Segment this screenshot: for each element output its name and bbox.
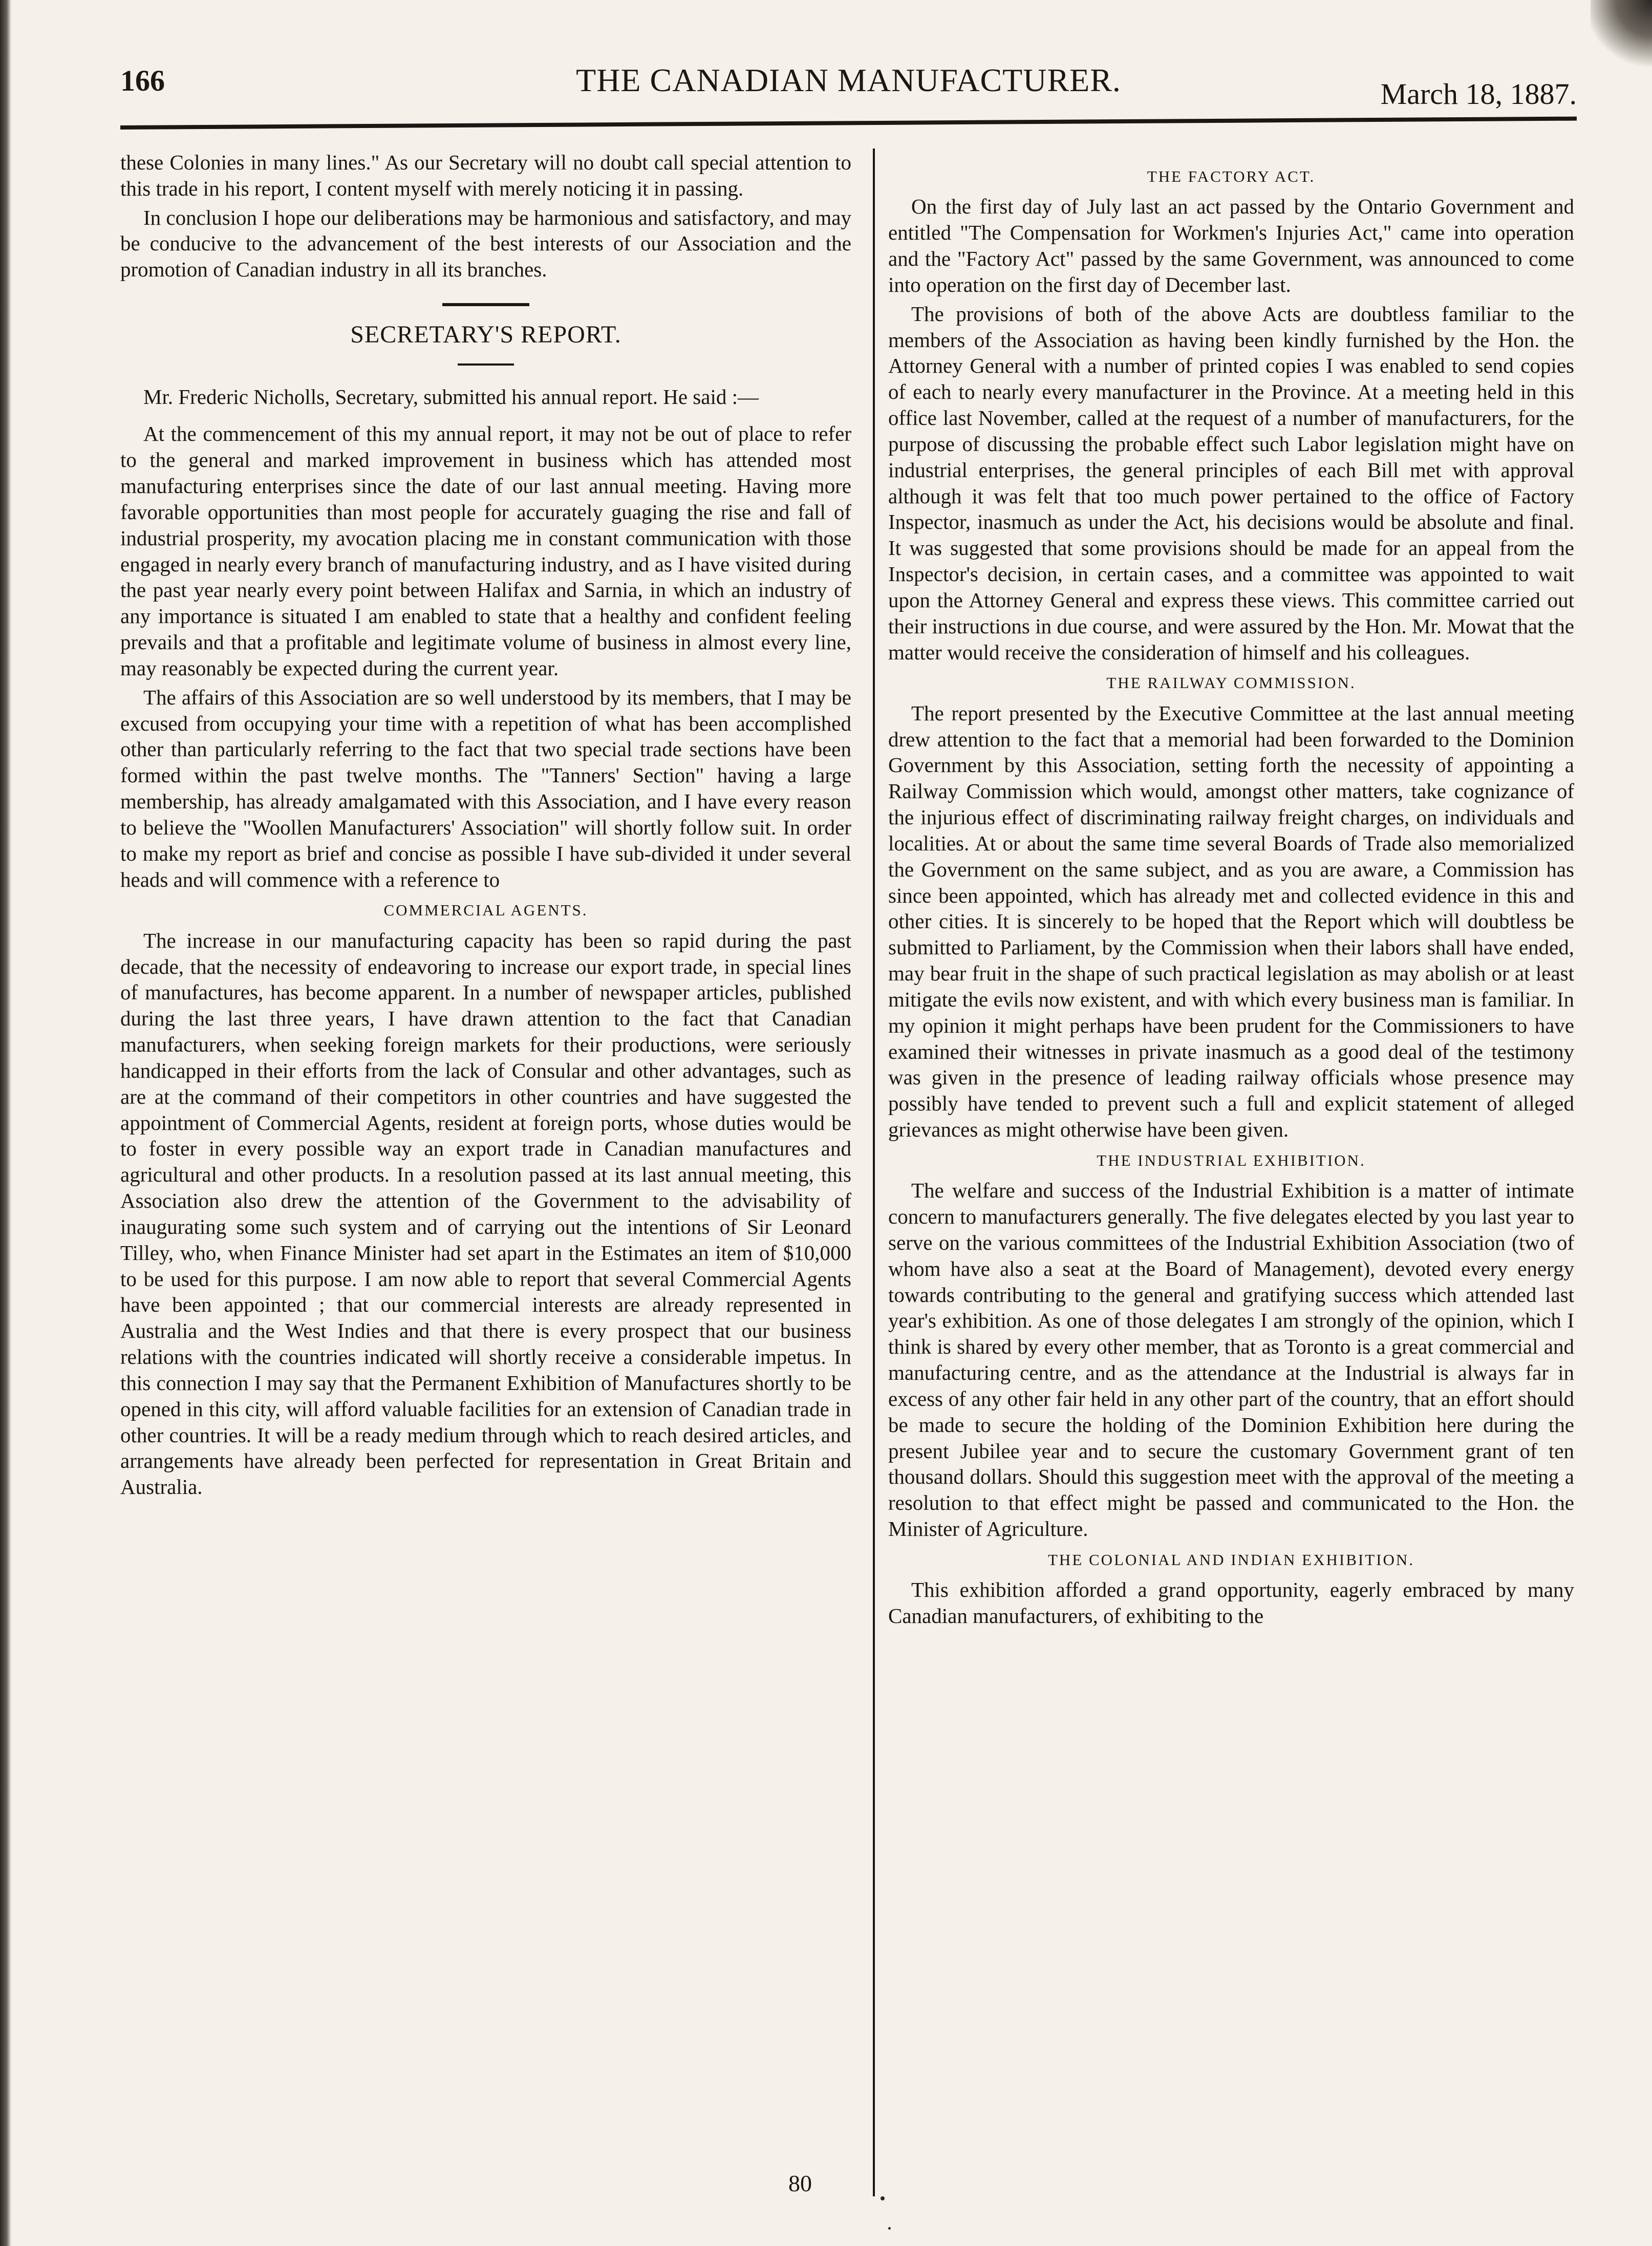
- journal-title: THE CANADIAN MANUFACTURER.: [576, 62, 1121, 98]
- industrial-exhibition-heading: THE INDUSTRIAL EXHIBITION.: [1097, 1151, 1366, 1169]
- section-rule: [442, 303, 529, 306]
- paragraph: The increase in our manufacturing capacity has been so rapid during the past decade, that the necessity of endeavoring to increase our export trade, in special lines of manufactures, has become apparent. In a number of newspaper articles, published during the last three years, I have drawn attention to the fact that Canadian manufacturers, when seeking foreign markets for their productions, were seriously handicapped in their efforts from the lack of Consular and other advantages, such as are at the command of their competitors in other countries and have suggested the appointment of Commercial Agents, resident at foreign ports, whose duties would be to foster in every possible way an export trade in Canadian manufactures and agricultural and other products. In a resolution passed at its last annual meeting, this Association also drew the attention of the Government to the advisability of inaugurating some such system and of carrying out the intentions of Sir Leonard Tilley, who, when Finance Minister had set apart in the Estimates an item of $10,000 to be used for this purpose. I am now able to report that several Commercial Agents have been appointed ; that our commercial interests are already represented in Australia and the West Indies and that there is every prospect that our business relations with the countries indicated will shortly receive a considerable impetus. In this connection I may say that the Permanent Exhibition of Manufactures shortly to be opened in this city, will afford valuable facilities for an extension of Canadian trade in other countries. It will be a ready medium through which to reach desired articles, and arrangements have already been perfected for representation in Great Britain and Australia.: [120, 928, 851, 1499]
- page-corner-shadow: [1591, 0, 1652, 67]
- paragraph: The report presented by the Executive Committee at the last annual meeting drew attention to the fact that a memorial had been forwarded to the Dominion Government by this Association, setting forth the necessity of appointing a Railway Commission which would, amongst other matters, take cognizance of the injurious effect of discriminating railway freight charges, on individuals and localities. At or about the same time several Boards of Trade also memorialized the Government on the same subject, and as you are aware, a Commission has since been appointed, which has already met and collected evidence in this and other cities. It is sincerely to be hoped that the Report which will doubtless be submitted to Parliament, by the Commission when their labors shall have ended, may bear fruit in the shape of such practical legislation as may abolish or at least mitigate the evils now existent, and with which every business man is familiar. In my opinion it might perhaps have been prudent for the Commissioners to have examined their witnesses in private inasmuch as a good deal of the testimony was given in the presence of leading railway officials whose presence may possibly have tended to prevent such a full and explicit statement of alleged grievances as might otherwise have been given.: [888, 701, 1574, 1142]
- left-column: [120, 149, 851, 1503]
- paragraph: The affairs of this Association are so well understood by its members, that I may be excused from occupying your time with a repetition of what has been accomplished other than particularly referring to the fact that two special trade sections have been formed within the past twelve months. The "Tanners' Section" having a large membership, has already amalgamated with this Association, and I have every reason to believe the "Woollen Manufacturers' Association" will shortly follow suit. In order to make my report as brief and concise as possible I have sub-divided it under several heads and will commence with a reference to: [120, 685, 851, 891]
- railway-commission-heading: THE RAILWAY COMMISSION.: [1106, 674, 1356, 692]
- paragraph: The provisions of both of the above Acts are doubtless familiar to the members of the Association as having been kindly furnished by the Hon. the Attorney General with a number of printed copies I was enabled to send copies of each to nearly every manufacturer in the Province. At a meeting held in this office last November, called at the request of a number of manufacturers, for the purpose of discussing the probable effect such Labor legislation might have on industrial enterprises, the general principles of each Bill met with approval although it was felt that too much power pertained to the office of Factory Inspector, inasmuch as under the Act, his decisions would be absolute and final. It was suggested that some provisions should be made for an appeal from the Inspector's decision, in certain cases, and a committee was appointed to wait upon the Attorney General and express these views. This committee carried out their instructions in due course, and were assured by the Hon. Mr. Mowat that the matter would receive the consideration of himself and his colleagues.: [888, 302, 1574, 664]
- commercial-agents-heading: COMMERCIAL AGENTS.: [383, 901, 588, 919]
- page-number: 166: [120, 64, 165, 97]
- column-divider: [873, 148, 875, 2196]
- paragraph: At the commencement of this my annual report, it may not be out of place to refer to the general and marked improvement in business which has attended most manufacturing enterprises since the date of our last annual meeting. Having more favorable opportunities than most people for accurately guaging the rise and fall of industrial prosperity, my avocation placing me in constant communication with those engaged in nearly every branch of manufacturing industry, and as I have visited during the past year nearly every point between Halifax and Sarnia, in which an industry of any importance is situated I am enabled to state that a healthy and confident feeling prevails and that a profitable and legitimate volume of business in almost every line, may reasonably be expected during the current year.: [120, 422, 851, 680]
- paragraph: these Colonies in many lines." As our Secretary will no doubt call special attention to this trade in his report, I content myself with merely noticing it in passing.: [120, 151, 851, 200]
- factory-act-heading: THE FACTORY ACT.: [1147, 167, 1316, 185]
- paragraph: On the first day of July last an act passed by the Ontario Government and entitled "The Compensation for Workmen's Injuries Act," came into operation and the "Factory Act" passed by the same Government, was announced to come into operation on the first day of December last.: [888, 195, 1574, 296]
- print-speck: [881, 2196, 885, 2200]
- sheet-number: 80: [788, 2170, 812, 2196]
- page-binding-edge: [0, 0, 11, 2246]
- secretary-report-heading: SECRETARY'S REPORT.: [350, 321, 621, 349]
- right-column: [888, 149, 1574, 1632]
- paragraph: The welfare and success of the Industrial Exhibition is a matter of intimate concern to manufacturers generally. The five delegates elected by you last year to serve on the various committees of the Industrial Exhibition Association (two of whom have also a seat at the Board of Management), devoted every energy towards contributing to the general and gratifying success which attended last year's exhibition. As one of those delegates I am strongly of the opinion, which I think is shared by every other member, that as Toronto is a great commercial and manufacturing centre, and as the attendance at the Industrial is always far in excess of any other fair held in any other part of the country, that an effort should be made to secure the holding of the Dominion Exhibition here during the present Jubilee year and to secure the customary Government grant of ten thousand dollars. Should this suggestion meet with the approval of the meeting a resolution to that effect might be passed and communicated to the Hon. the Minister of Agriculture.: [888, 1179, 1574, 1541]
- paragraph: In conclusion I hope our deliberations may be harmonious and satisfactory, and may be conducive to the advancement of the best interests of our Association and the promotion of Canadian industry in all its branches.: [120, 205, 851, 282]
- paragraph: This exhibition afforded a grand opportunity, eagerly embraced by many Canadian manufacturers, of exhibiting to the: [888, 1578, 1574, 1628]
- issue-date: March 18, 1887.: [1380, 77, 1577, 111]
- paragraph: Mr. Frederic Nicholls, Secretary, submitted his annual report. He said :—: [143, 384, 759, 409]
- colonial-exhibition-heading: THE COLONIAL AND INDIAN EXHIBITION.: [1048, 1550, 1414, 1569]
- print-speck: [888, 2227, 891, 2230]
- header-rule: [120, 117, 1577, 130]
- page-header: [120, 56, 1577, 118]
- section-rule: [458, 363, 514, 366]
